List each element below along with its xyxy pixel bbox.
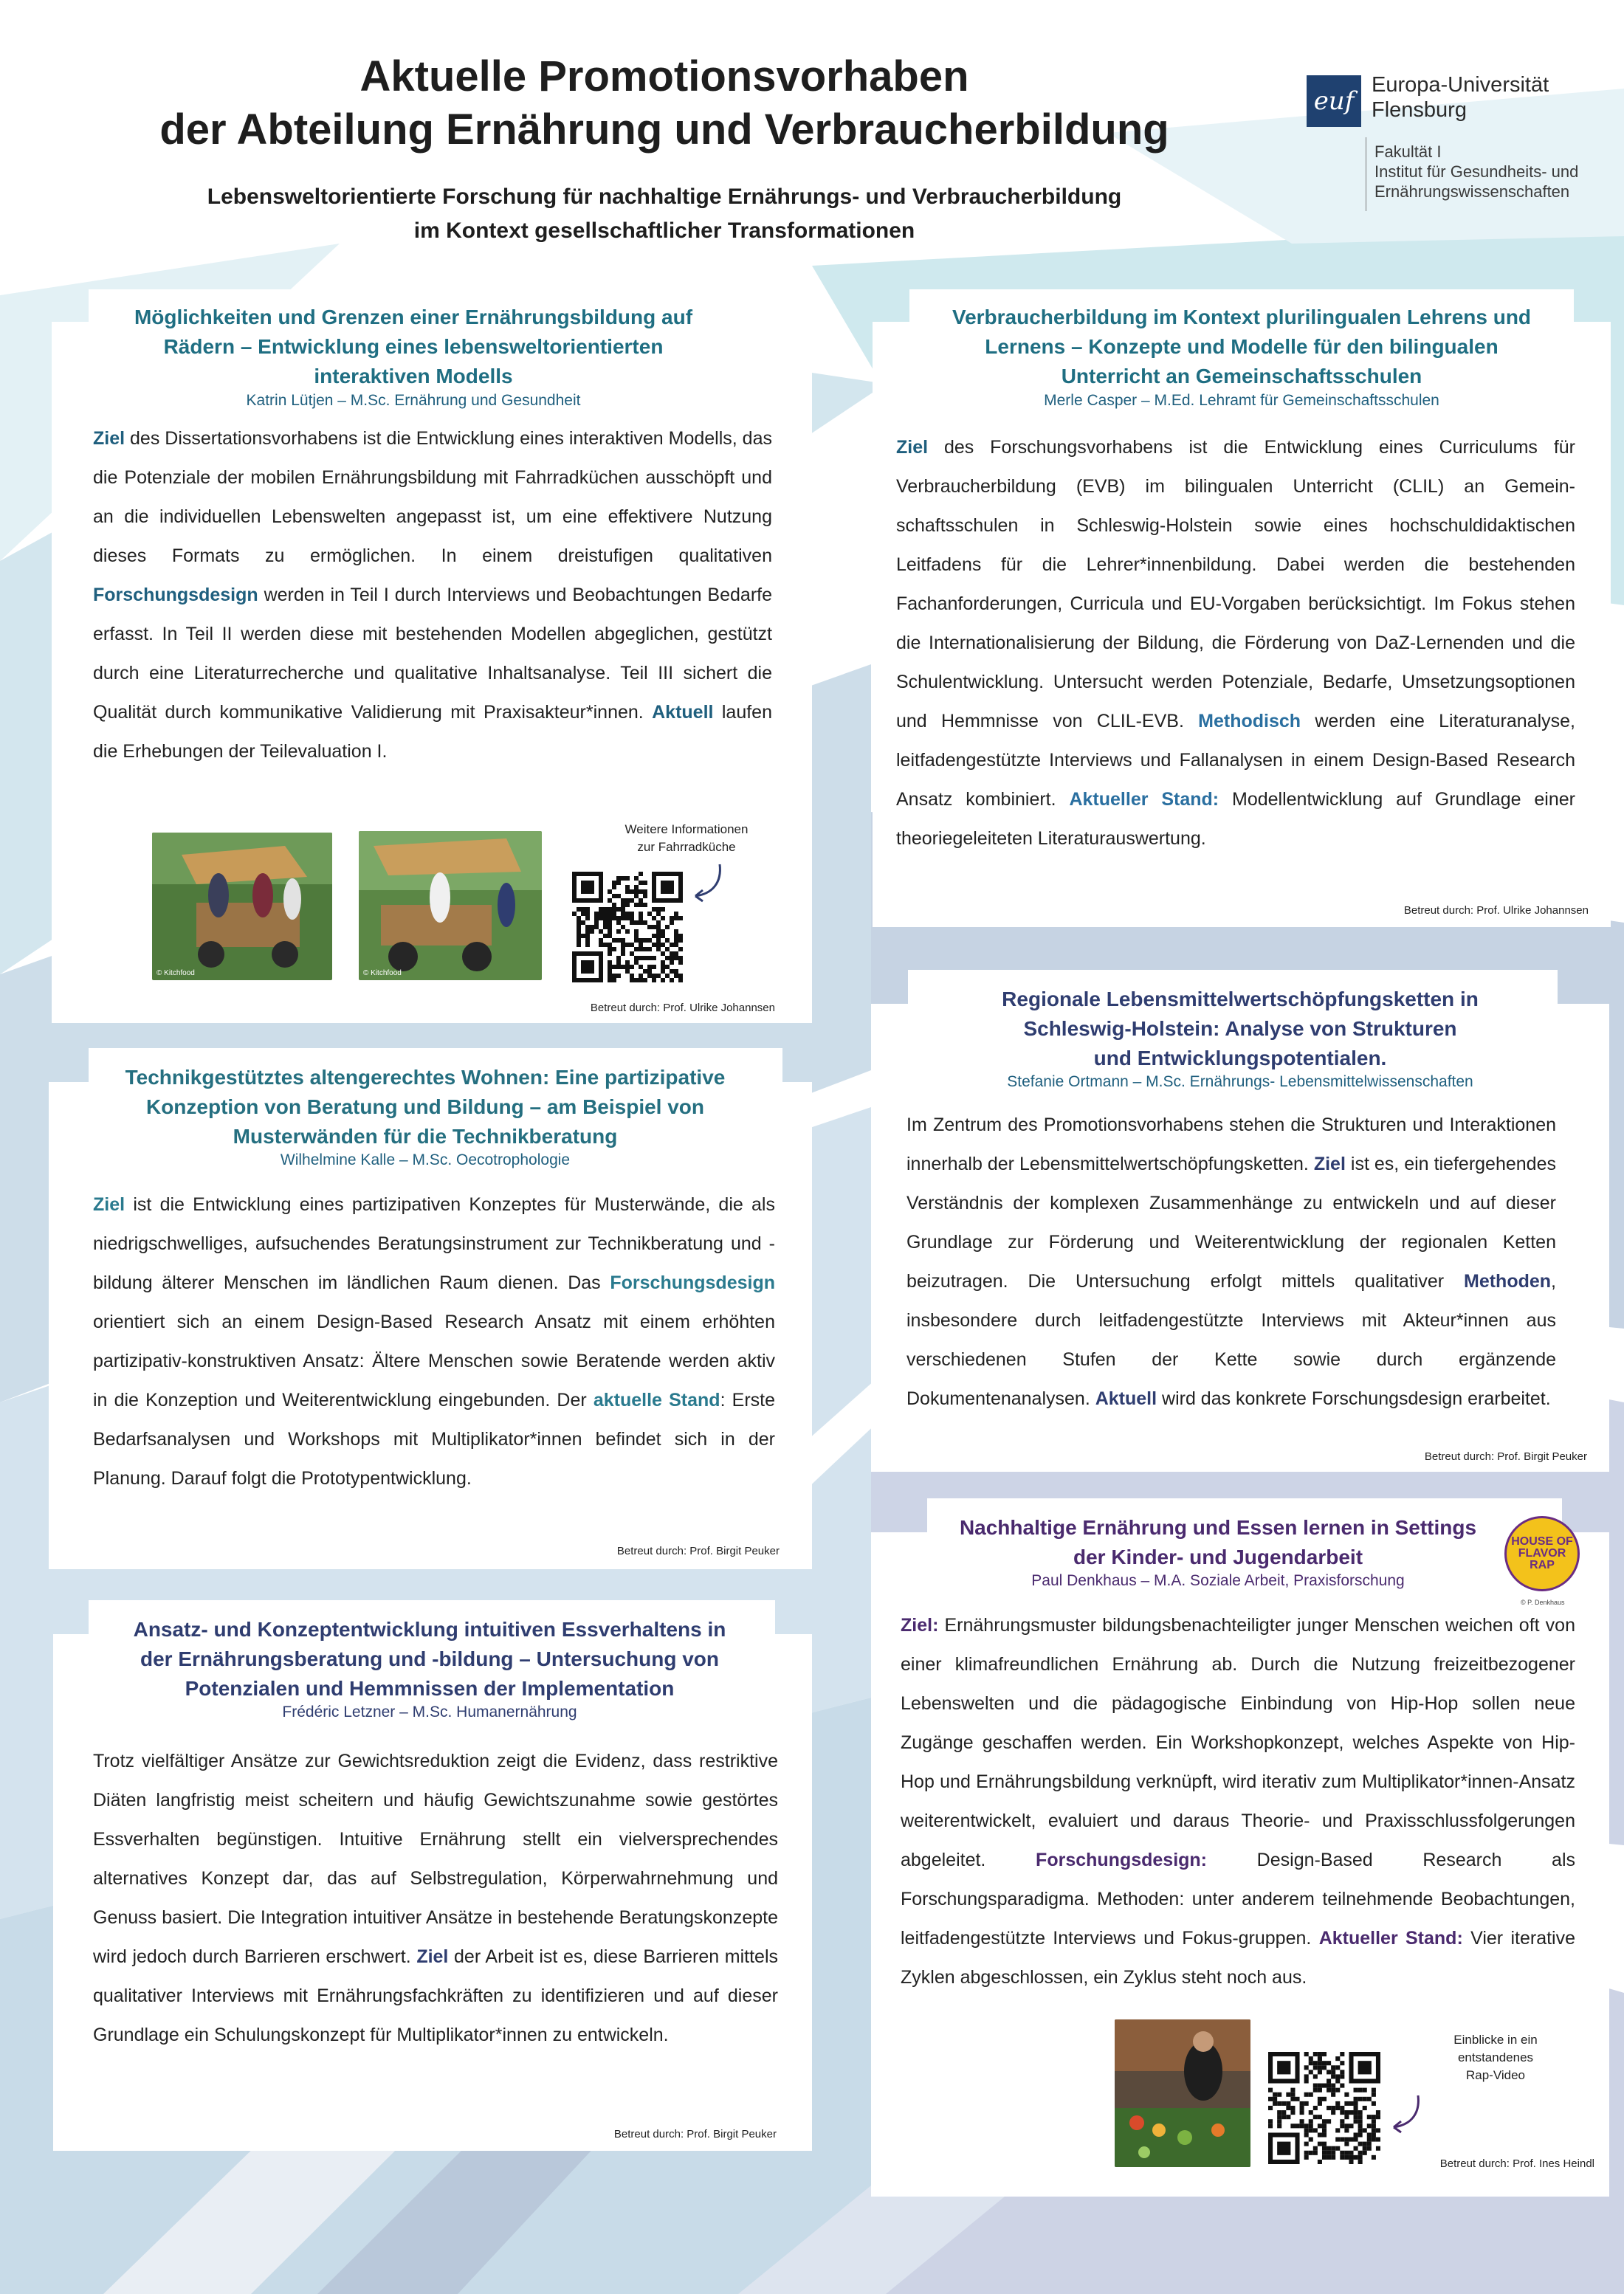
panel-5-text-1: Trotz vielfältiger Ansätze zur Gewichtsreduktion zeigt die Evidenz, dass restriktive Diäten langfristig meist scheitern und häufig Gewichtszunahme sowie gestörtes Essverhalten begünstigen. Intuitive Ernährung stellt ein vielversprechendes alternatives Konzept dar, das auf Selbstregulation, Körperwahrnehmung und Genuss basiert. Die Integration intuitiver Ansätze in bestehende Beratungskonzepte wird jedoch durch Barrieren erschwert. [93, 1751, 778, 1967]
university-logo [1307, 71, 1587, 218]
kw-methoden: Methoden [1464, 1271, 1552, 1292]
kw-aktuell: Aktuell [1095, 1388, 1157, 1409]
faculty-info [1374, 142, 1578, 202]
panel-3-title [78, 1063, 772, 1151]
project-panel-clil [873, 306, 1611, 927]
kw-aktueller-stand: Aktueller Stand: [1318, 1928, 1463, 1949]
panel-5-title-line-2: der Ernährungsberatung und -bildung – Untersuchung von [140, 1647, 719, 1670]
panel-3-text-1: ist die Entwicklung eines partizipativen Konzeptes für Musterwände, die als niedrigschwelliges, aufsuchendes Beratungsinstrument zur Technikberatung und -bildung älterer Menschen im ländlichen Raum dienen. Das [93, 1194, 775, 1293]
panel-2-text-2: werden eine Literaturanalyse, leitfadengestützte Interviews und Fallanalysen in einem Design-Based Research Ansatz kombiniert. [896, 711, 1575, 810]
panel-6-text-1: Ernährungsmuster bildungsbenachteiligter junger Menschen weichen oft von einer klimafreundlichen Ernährung ab. Durch die Nutzung freizeitbezogener Lebenswelten und die pädagogische Einbindung von Hip-Hop sollen neue Zugänge geschaffen werden. Ein Workshopkonzept, welches Aspekte von Hip-Hop und Ernährungsbildung verknüpft, wird iterativ zum Multiplikator*innen-Ansatz weiterentwickelt, evaluiert und daraus Theorie- und Praxisschlussfolgerungen abgeleitet. [901, 1615, 1575, 1870]
rap-note-line-2: entstandenes [1457, 2050, 1534, 2064]
panel-2-body [896, 428, 1575, 858]
institute-line-2: Ernährungswissenschaften [1374, 182, 1570, 201]
panel-4-title [886, 985, 1594, 1073]
rap-video-note [1422, 2031, 1569, 2084]
panel-5-title-line-1: Ansatz- und Konzeptentwicklung intuitiven Essverhaltens in [133, 1618, 726, 1641]
house-of-flavor-rap-logo [1504, 1516, 1580, 1591]
bike-kitchen-photo-1 [152, 833, 332, 980]
panel-1-title-line-2: Rädern – Entwicklung eines lebensweltorientierten [163, 335, 664, 358]
panel-2-text-3: Modellentwicklung auf Grundlage einer theoriegeleiteten Literaturauswertung. [896, 789, 1575, 849]
panel-5-title [83, 1615, 777, 1704]
kw-methodisch: Methodisch [1198, 711, 1301, 731]
panel-4-text-2: ist es, ein tiefergehendes Verständnis der komplexen Zusammenhänge zu entwickeln und auf dieser Grundlage zur Förderung und Weiterentwicklung der regionalen Ketten beizutragen. Die Untersuchung erfolgt mittels qualitativer [906, 1154, 1556, 1292]
panel-4-supervisor: Betreut durch: Prof. Birgit Peuker [1424, 1450, 1587, 1463]
rap-note-line-3: Rap-Video [1465, 2068, 1526, 2082]
kw-ziel: Ziel [1313, 1154, 1346, 1174]
kw-aktueller-stand: Aktueller Stand: [1069, 789, 1219, 810]
panel-3-title-line-1: Technikgestütztes altengerechtes Wohnen: Eine partizipative [125, 1066, 726, 1089]
panel-3-text-2: orientiert sich an einem Design-Based Research Ansatz mit einem erhöhten partizipativ-konstruktiven Ansatz: Ältere Menschen sowie Beratende werden aktiv in die Konzeption und Weiterentwicklung eingebunden. Der [93, 1312, 775, 1410]
badge-line-2: FLAVOR [1518, 1547, 1566, 1560]
curved-arrow-icon [687, 861, 731, 905]
poster-subtitle-line-2: im Kontext gesellschaftlicher Transformationen [413, 218, 915, 243]
poster-title-line-1: Aktuelle Promotionsvorhaben [359, 52, 969, 100]
qr-code-rap-video[interactable] [1268, 2052, 1380, 2164]
panel-2-supervisor: Betreut durch: Prof. Ulrike Johannsen [1403, 904, 1589, 917]
project-panel-hiphop-ernaehrung [871, 1516, 1609, 2197]
project-panel-fahrradkueche [52, 306, 812, 1023]
panel-4-author: Stefanie Ortmann – M.Sc. Ernährungs- Lebensmittelwissenschaften [1007, 1073, 1473, 1090]
university-name [1372, 72, 1549, 123]
panel-2-author: Merle Casper – M.Ed. Lehramt für Gemeinschaftsschulen [1044, 392, 1439, 409]
panel-5-supervisor: Betreut durch: Prof. Birgit Peuker [613, 2128, 777, 2140]
panel-3-supervisor: Betreut durch: Prof. Birgit Peuker [616, 1545, 780, 1557]
kw-forschungsdesign: Forschungsdesign [93, 585, 258, 605]
panel-6-body [901, 1606, 1575, 1997]
rap-workshop-photo [1115, 2019, 1250, 2167]
panel-3-text-3: : Erste Bedarfsanalysen und Workshops mit Multiplikator*innen befindet sich in der Planung. Darauf folgt die Prototypentwicklung. [93, 1390, 775, 1489]
info-note-line-2: zur Fahrradküche [637, 840, 736, 854]
kw-aktueller-stand: aktuelle Stand [593, 1390, 720, 1410]
panel-5-body [93, 1742, 778, 2055]
panel-1-text-2: werden in Teil I durch Interviews und Beobachtungen Bedarfe erfasst. In Teil II werden diese mit bestehenden Modellen abgeglichen, gestützt durch eine Literaturrecherche und qualitative Inhaltsanalyse. Teil III sichert die Qualität durch kommunikative Validierung mit Praxisakteur*innen. [93, 585, 772, 723]
panel-4-text-4: wird das konkrete Forschungsdesign erarbeitet. [1157, 1388, 1551, 1409]
university-name-line-1: Europa-Universität [1372, 73, 1549, 97]
panel-2-title-line-1: Verbraucherbildung im Kontext plurilingualen Lehrens und [952, 306, 1532, 328]
panel-3-title-line-2: Konzeption von Beratung und Bildung – am Beispiel von [145, 1095, 705, 1118]
badge-text [1511, 1536, 1573, 1571]
kw-ziel: Ziel [416, 1946, 449, 1967]
poster-title [89, 50, 1240, 156]
panel-2-title-line-3: Unterricht an Gemeinschaftsschulen [1061, 365, 1422, 388]
institute-line-1: Institut für Gesundheits- und [1374, 162, 1579, 181]
panel-6-title-line-2: der Kinder- und Jugendarbeit [1073, 1546, 1363, 1568]
poster-title-line-2: der Abteilung Ernährung und Verbraucherbildung [159, 106, 1169, 154]
panel-4-title-line-1: Regionale Lebensmittelwertschöpfungsketten in [1002, 988, 1479, 1010]
panel-1-text-1: des Dissertationsvorhabens ist die Entwicklung eines interaktiven Modells, das die Potenziale der mobilen Ernährungsbildung mit Fahrradküchen ausschöpft und an die individuellen Lebenswelten angepasst ist, um eine effektivere Nutzung dieses Formats zu ermöglichen. In einem dreistufigen qualitativen [93, 428, 772, 566]
panel-6-text-3: Vier iterative Zyklen abgeschlossen, ein Zyklus steht noch aus. [901, 1928, 1576, 1988]
panel-4-text-3: , insbesondere durch leitfadengestützte Interviews mit Akteur*innen aus verschiedenen Stufen der Kette sowie durch ergänzende Dokumentenanalysen. [906, 1271, 1556, 1409]
panel-2-text-1: des Forschungsvorhabens ist die Entwicklung eines Curriculums für Verbraucherbildung (EVB) im bilingualen Unterricht (CLIL) an Gemeinschaftsschulen in Schleswig-Holstein sowie eines hochschuldidaktischen Leitfadens für die Lehrer*innenbildung. Dabei werden die bestehenden Fachanforderungen, Curricula und EU-Vorgaben berücksichtigt. Im Fokus stehen die Internationalisierung der Bildung, die Förderung von DaZ-Lernenden und die Schulentwicklung. Untersucht werden Potenziale, Bedarfe, Umsetzungsoptionen und Hemmnisse von CLIL-EVB. [896, 437, 1575, 731]
kw-aktuell: Aktuell [652, 702, 714, 723]
kw-forschungsdesign: Forschungsdesign [610, 1272, 775, 1293]
qr-code-fahrradkueche[interactable] [572, 872, 683, 982]
badge-line-1: HOUSE OF [1511, 1535, 1573, 1548]
panel-5-text-2: der Arbeit ist es, diese Barrieren mittels qualitativer Interviews mit Ernährungsfachkräften zu identifizieren und auf dieser Grundlage ein Schulungskonzept für Multiplikator*innen zu entwickeln. [93, 1946, 778, 2045]
kw-forschungsdesign: Forschungsdesign: [1036, 1850, 1208, 1870]
panel-2-title [887, 303, 1596, 391]
panel-3-author: Wilhelmine Kalle – M.Sc. Oecotrophologie [280, 1151, 571, 1168]
poster-subtitle-line-1: Lebensweltorientierte Forschung für nachhaltige Ernährungs- und Verbraucherbildung [207, 185, 1122, 209]
euf-logo-mark: euf [1307, 75, 1361, 127]
badge-caption: © P. Denkhaus [1521, 1599, 1565, 1606]
panel-1-title [96, 303, 731, 391]
panel-6-title-line-1: Nachhaltige Ernährung und Essen lernen in Settings [959, 1516, 1477, 1539]
panel-1-author: Katrin Lütjen – M.Sc. Ernährung und Gesundheit [246, 392, 581, 409]
panel-4-body [906, 1106, 1556, 1419]
kw-ziel: Ziel [896, 437, 929, 458]
project-panel-intuitive-ernaehrung [53, 1618, 812, 2151]
panel-1-text-3: laufen die Erhebungen der Teilevaluation I. [93, 702, 772, 762]
panel-4-title-line-3: und Entwicklungspotentialen. [1093, 1047, 1387, 1070]
panel-1-body [93, 419, 772, 771]
panel-6-title [886, 1513, 1550, 1572]
badge-line-3: RAP [1530, 1559, 1555, 1571]
photo-1-caption: © Kitchfood [156, 969, 195, 977]
panel-1-title-line-3: interaktiven Modells [314, 365, 513, 388]
project-panel-musterwaende [49, 1066, 812, 1569]
panel-6-author: Paul Denkhaus – M.A. Soziale Arbeit, Praxisforschung [1031, 1572, 1405, 1589]
panel-5-author: Frédéric Letzner – M.Sc. Humanernährung [282, 1704, 577, 1720]
panel-4-title-line-2: Schleswig-Holstein: Analyse von Strukturen [1023, 1017, 1457, 1040]
info-note-line-1: Weitere Informationen [625, 822, 749, 836]
fahrradkueche-info-note [598, 821, 775, 856]
panel-4-text-1: Im Zentrum des Promotionsvorhabens stehen die Strukturen und Interaktionen innerhalb der Lebensmittelwertschöpfungsketten. [906, 1115, 1556, 1174]
kw-ziel: Ziel [93, 1194, 125, 1215]
panel-5-title-line-3: Potenzialen und Hemmnissen der Implementation [185, 1677, 675, 1700]
project-panel-wertschoepfung [871, 988, 1609, 1472]
panel-3-body [93, 1185, 775, 1498]
kw-ziel: Ziel: [901, 1615, 939, 1636]
photo-2-caption: © Kitchfood [363, 969, 402, 977]
bike-kitchen-photo-2 [359, 831, 542, 980]
panel-1-title-line-1: Möglichkeiten und Grenzen einer Ernährungsbildung auf [134, 306, 693, 328]
panel-2-title-line-2: Lernens – Konzepte und Modelle für den bilingualen [985, 335, 1499, 358]
kw-ziel: Ziel [93, 428, 125, 449]
panel-6-supervisor: Betreut durch: Prof. Ines Heindl [1439, 2157, 1594, 2170]
faculty-name: Fakultät I [1374, 142, 1442, 161]
rap-note-line-1: Einblicke in ein [1453, 2033, 1538, 2047]
curved-arrow-icon [1385, 2092, 1429, 2136]
university-name-line-2: Flensburg [1372, 98, 1467, 122]
panel-1-supervisor: Betreut durch: Prof. Ulrike Johannsen [590, 1002, 775, 1014]
poster-subtitle [118, 180, 1211, 248]
panel-6-text-2: Design-Based Research als Forschungsparadigma. Methoden: unter anderem teilnehmende Beobachtungen, leitfadengestützte Interviews und Fokus-gruppen. [901, 1850, 1575, 1949]
panel-3-title-line-3: Musterwänden für die Technikberatung [233, 1125, 618, 1148]
